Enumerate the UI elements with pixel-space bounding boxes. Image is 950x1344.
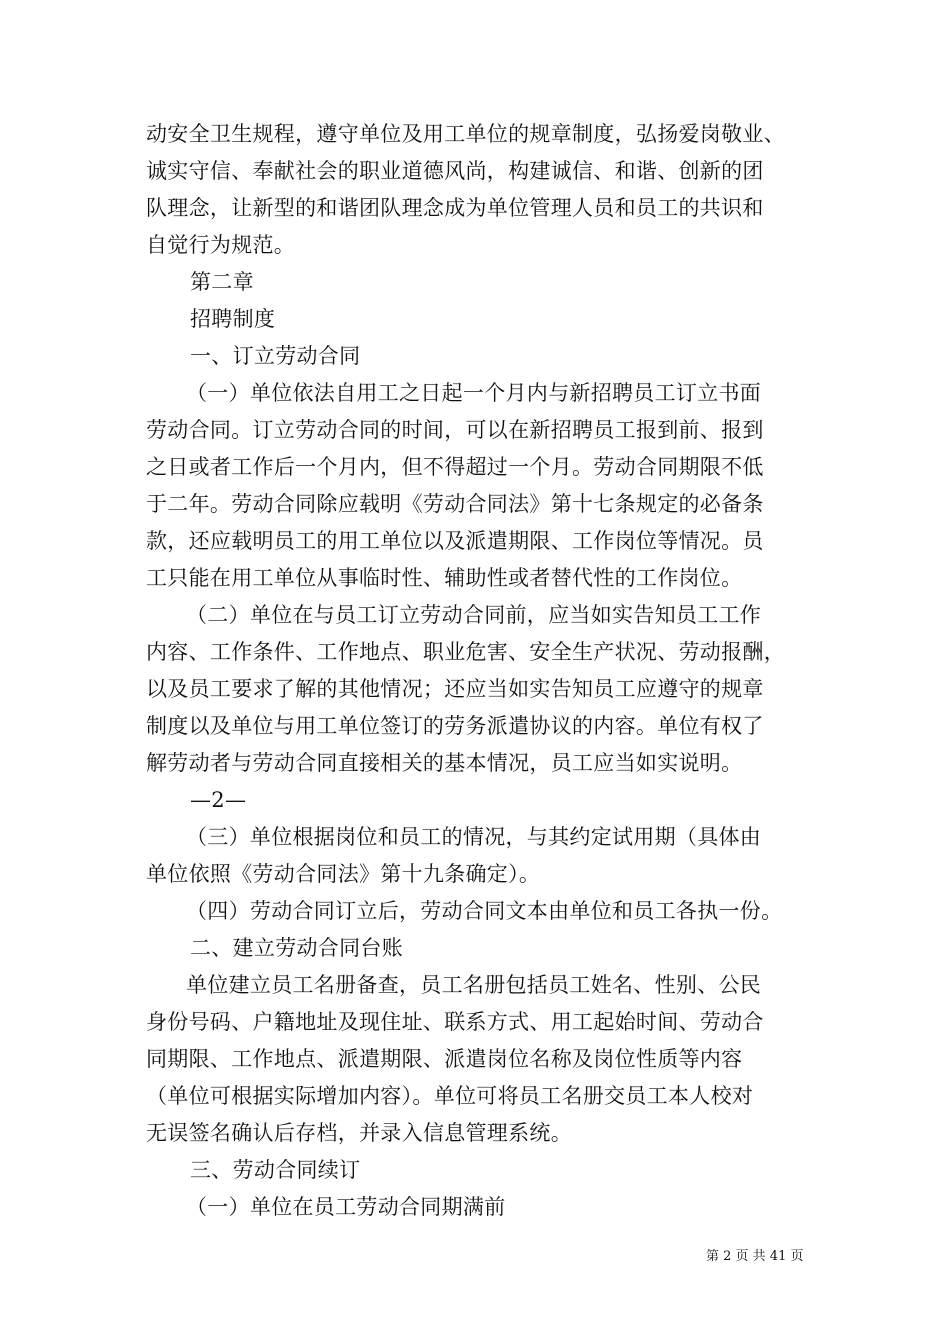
text-line: 三、劳动合同续订 [190, 1158, 361, 1182]
text-line: 身份号码、户籍地址及现住址、联系方式、用工起始时间、劳动合 [146, 1010, 764, 1034]
text-line: 动安全卫生规程，遵守单位及用工单位的规章制度，弘扬爱岗敬业、 [146, 122, 785, 146]
text-line: 同期限、工作地点、派遣期限、派遣岗位名称及岗位性质等内容 [146, 1047, 743, 1071]
text-line: —2— [190, 788, 247, 812]
text-line: 工只能在用工单位从事临时性、辅助性或者替代性的工作岗位。 [146, 566, 743, 590]
page-number-footer: 第 2 页 共 41 页 [706, 1249, 804, 1264]
text-line: 诚实守信、奉献社会的职业道德风尚，构建诚信、和谐、创新的团 [146, 159, 764, 183]
text-line: 单位依照《劳动合同法》第十九条确定）。 [146, 862, 541, 886]
text-line: 劳动合同。订立劳动合同的时间，可以在新招聘员工报到前、报到 [146, 418, 764, 442]
text-line: 内容、工作条件、工作地点、职业危害、安全生产状况、劳动报酬， [146, 640, 785, 664]
text-line: 队理念，让新型的和谐团队理念成为单位管理人员和员工的共识和 [146, 196, 764, 220]
text-line: （二）单位在与员工订立劳动合同前，应当如实告知员工工作 [186, 603, 762, 627]
text-line: 招聘制度 [190, 307, 276, 331]
text-line: 之日或者工作后一个月内，但不得超过一个月。劳动合同期限不低 [146, 455, 764, 479]
text-line: 以及员工要求了解的其他情况；还应当如实告知员工应遵守的规章 [146, 677, 764, 701]
text-line: （四）劳动合同订立后，劳动合同文本由单位和员工各执一份。 [186, 899, 783, 923]
text-line: （一）单位依法自用工之日起一个月内与新招聘员工订立书面 [186, 381, 762, 405]
text-line: 单位建立员工名册备查，员工名册包括员工姓名、性别、公民 [186, 973, 762, 997]
document-body [146, 116, 812, 1226]
text-line: 第二章 [190, 270, 254, 294]
text-line: （一）单位在员工劳动合同期满前 [186, 1195, 506, 1219]
text-line: 一、订立劳动合同 [190, 344, 361, 368]
text-line: （单位可根据实际增加内容）。单位可将员工名册交员工本人校对 [146, 1084, 754, 1108]
text-line: 款，还应载明员工的用工单位以及派遣期限、工作岗位等情况。员 [146, 529, 764, 553]
text-line: （三）单位根据岗位和员工的情况，与其约定试用期（具体由 [186, 825, 762, 849]
text-line: 解劳动者与劳动合同直接相关的基本情况，员工应当如实说明。 [146, 751, 743, 775]
text-line: 二、建立劳动合同台账 [190, 936, 403, 960]
text-line: 于二年。劳动合同除应载明《劳动合同法》第十七条规定的必备条 [146, 492, 764, 516]
text-line: 自觉行为规范。 [146, 233, 296, 257]
text-line: 无误签名确认后存档，并录入信息管理系统。 [146, 1121, 572, 1145]
text-line: 制度以及单位与用工单位签订的劳务派遣协议的内容。单位有权了 [146, 714, 764, 738]
